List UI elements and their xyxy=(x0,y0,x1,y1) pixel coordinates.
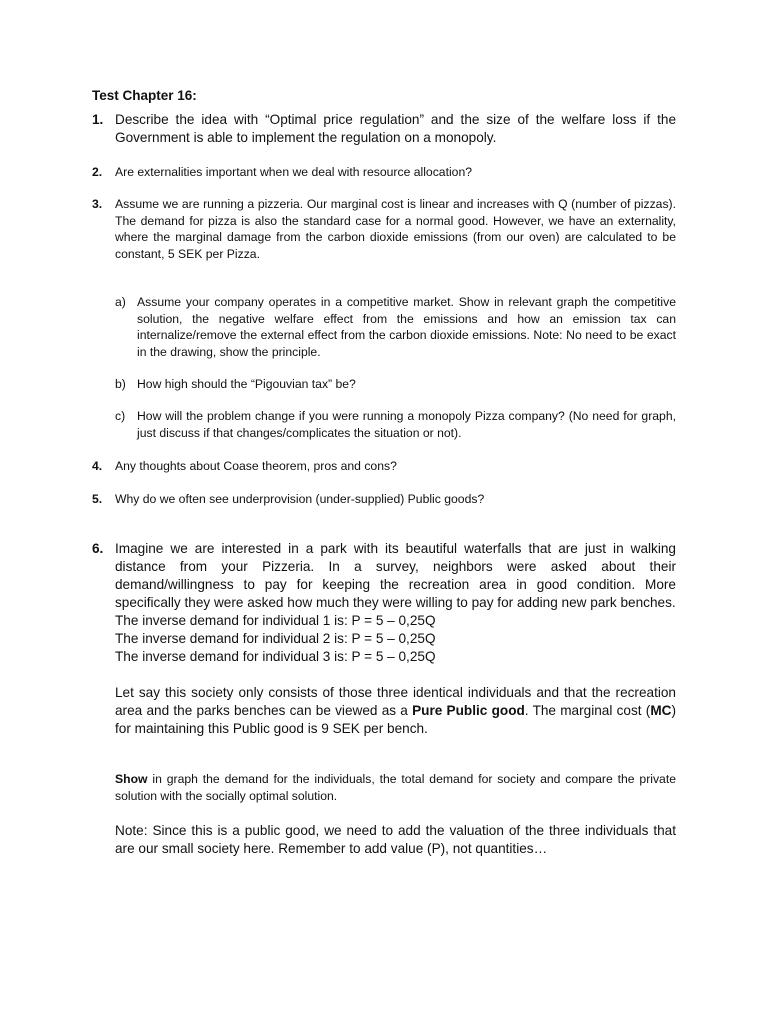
question-number: 3. xyxy=(92,197,103,211)
question-number: 5. xyxy=(92,492,103,506)
question-number: 2. xyxy=(92,165,103,179)
question-1 xyxy=(92,111,676,147)
question-3 xyxy=(92,196,676,262)
public-good-paragraph: Let say this society only consists of those three identical individuals and that the recreation area and the parks benches can be viewed as a Pure Public good. The marginal cost (MC) for maintaining this Public good is 9 SEK per bench. xyxy=(115,685,676,736)
question-4 xyxy=(92,458,676,475)
question-6 xyxy=(92,540,676,738)
page-title: Test Chapter 16: xyxy=(92,88,197,103)
question-text: Why do we often see underprovision (under-supplied) Public goods? xyxy=(115,492,485,506)
subquestion-label: b) xyxy=(115,377,126,391)
question-2 xyxy=(92,164,676,181)
demand-individual-2: The inverse demand for individual 2 is: P = 5 – 0,25Q xyxy=(115,631,436,646)
subquestion-text: Assume your company operates in a competitive market. Show in relevant graph the competitive solution, the negative welfare effect from the emissions and how an emission tax can internalize/remove the external effect from the carbon dioxide emissions. Note: No need to be exact in the drawing, show the principle. xyxy=(137,295,676,359)
subquestion-label: c) xyxy=(115,409,126,423)
question-number: 1. xyxy=(92,112,104,127)
question-3c xyxy=(115,408,676,441)
demand-individual-1: The inverse demand for individual 1 is: P = 5 – 0,25Q xyxy=(115,613,436,628)
question-5 xyxy=(92,491,676,508)
question-text: Describe the idea with “Optimal price regulation” and the size of the welfare loss if the Government is able to implement the regulation on a monopoly. xyxy=(115,112,676,145)
question-text: Imagine we are interested in a park with its beautiful waterfalls that are just in walking distance from your Pizzeria. In a survey, neighbors were asked about their demand/willingness to pay for keeping the recreation area in good condition. More specifically they were asked how much they were willing to pay for adding new park benches. xyxy=(115,541,676,610)
question-number: 6. xyxy=(92,541,104,556)
question-text: Are externalities important when we deal with resource allocation? xyxy=(115,165,473,179)
question-text: Assume we are running a pizzeria. Our marginal cost is linear and increases with Q (number of pizzas). The demand for pizza is also the standard case for a normal good. However, we have an externality, where the marginal damage from the carbon dioxide emissions (from our oven) are calculated to be constant, 5 SEK per Pizza. xyxy=(115,197,676,261)
question-text: Any thoughts about Coase theorem, pros and cons? xyxy=(115,459,397,473)
pure-public-good-term: Pure Public good xyxy=(412,703,525,718)
question-number: 4. xyxy=(92,459,103,473)
demand-individual-3: The inverse demand for individual 3 is: P = 5 – 0,25Q xyxy=(115,649,436,664)
subquestion-text: How will the problem change if you were running a monopoly Pizza company? (No need for graph, just discuss if that changes/complicates the situation or not). xyxy=(137,409,676,440)
question-3b xyxy=(115,376,676,393)
subquestion-text: How high should the “Pigouvian tax” be? xyxy=(137,377,356,391)
subquestion-label: a) xyxy=(115,295,126,309)
show-instruction: Show in graph the demand for the individuals, the total demand for society and compare the private solution with the socially optimal solution. xyxy=(115,772,676,803)
note-paragraph xyxy=(92,822,676,858)
question-3a xyxy=(115,294,676,360)
note-text: Note: Since this is a public good, we need to add the valuation of the three individuals that are our small society here. Remember to add value (P), not quantities… xyxy=(115,823,676,856)
show-term: Show xyxy=(115,772,148,786)
mc-term: MC xyxy=(650,703,672,718)
